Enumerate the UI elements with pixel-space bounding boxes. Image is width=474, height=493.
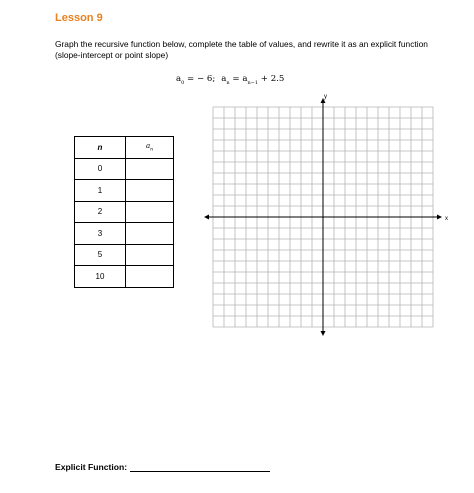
row-an-input[interactable]	[126, 180, 174, 202]
table-header-row	[75, 137, 174, 159]
table-row	[75, 201, 174, 223]
x-axis-arrow-right	[437, 215, 442, 220]
y-axis-arrow-down	[321, 331, 326, 336]
a0-sub: 0	[181, 80, 185, 86]
coordinate-grid[interactable]	[205, 94, 448, 335]
prev-sub: n−1	[247, 80, 259, 86]
row-n: 3	[75, 223, 126, 245]
row-an-input[interactable]	[126, 158, 174, 180]
table-row	[75, 266, 174, 288]
table-row	[75, 244, 174, 266]
x-axis-arrow-left	[204, 215, 209, 220]
explicit-function-label: Explicit Function:	[55, 462, 128, 472]
x-axis-label: x	[445, 216, 448, 222]
y-axis-label: y	[324, 94, 327, 100]
prev-base: a	[242, 74, 248, 84]
a0-base: a	[176, 74, 182, 84]
table-row	[75, 223, 174, 245]
row-n: 1	[75, 180, 126, 202]
row-n: 10	[75, 266, 126, 288]
explicit-function-answer-line[interactable]	[130, 462, 270, 472]
row-n: 5	[75, 244, 126, 266]
row-an-input[interactable]	[126, 201, 174, 223]
an-base: a	[221, 74, 227, 84]
formula-part1: = − 6;	[184, 74, 216, 84]
lesson-title: Lesson 9	[55, 12, 103, 24]
header-an	[126, 137, 174, 159]
header-an-sub: n	[150, 147, 154, 153]
header-n: n	[75, 137, 126, 159]
table-row	[75, 180, 174, 202]
row-n: 2	[75, 201, 126, 223]
values-table	[74, 136, 174, 288]
table-row	[75, 158, 174, 180]
header-an-base: a	[145, 142, 151, 151]
row-an-input[interactable]	[126, 244, 174, 266]
recursive-formula	[176, 74, 284, 86]
an-sub: n	[226, 80, 230, 86]
formula-part2: + 2.5	[258, 74, 285, 84]
row-an-input[interactable]	[126, 266, 174, 288]
row-n: 0	[75, 158, 126, 180]
row-an-input[interactable]	[126, 223, 174, 245]
instructions-text: Graph the recursive function below, complete the table of values, and rewrite it as an explicit function (slope-intercept or point slope)	[55, 39, 428, 60]
formula-equals: =	[229, 74, 243, 84]
explicit-function	[55, 462, 270, 472]
